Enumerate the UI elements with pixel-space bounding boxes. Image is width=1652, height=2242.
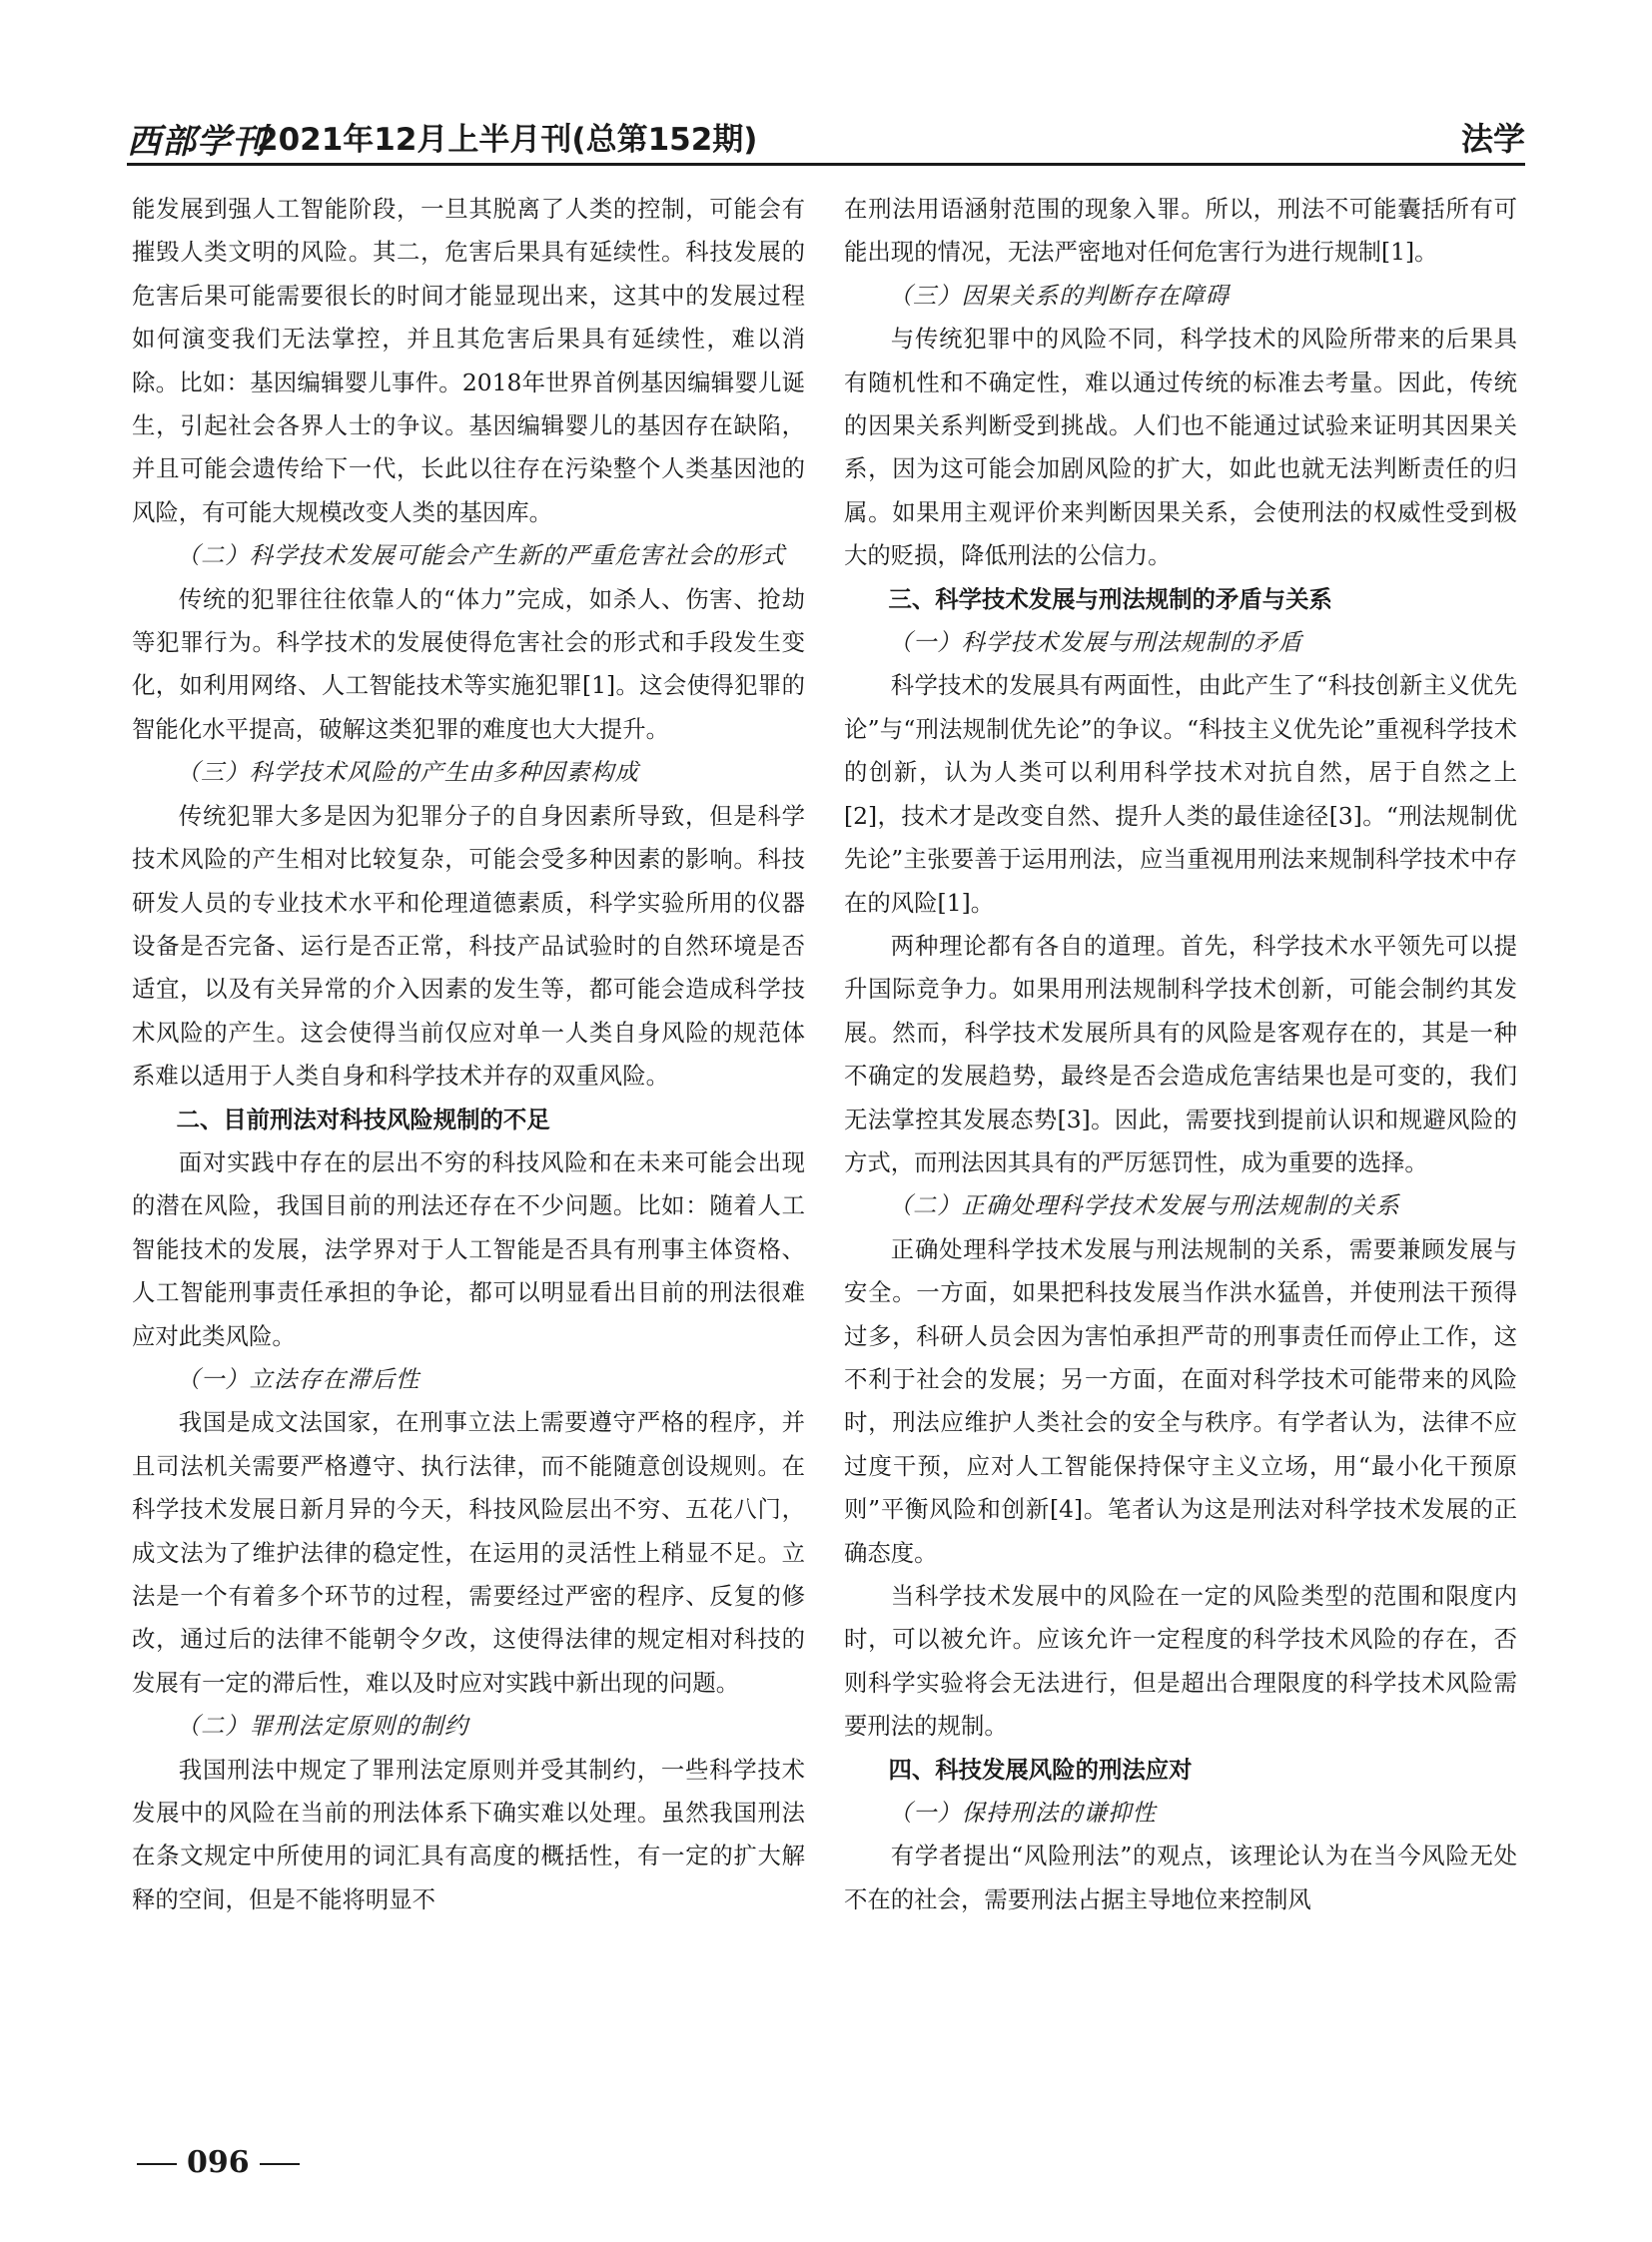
paragraph: 我国刑法中规定了罪刑法定原则并受其制约，一些科学技术发展中的风险在当前的刑法体系下确实难以处理。虽然我国刑法在条文规定中所使用的词汇具有高度的概括性，有一定的扩大解释的空间，但是不能将明显不 xyxy=(132,1755,805,1913)
section-label: 法学 xyxy=(1460,120,1525,158)
section-heading: 二、目前刑法对科技风险规制的不足 xyxy=(176,1105,550,1133)
subsection-heading: （一）保持刑法的谦抑性 xyxy=(888,1799,1157,1828)
paragraph: 有学者提出“风险刑法”的观点，该理论认为在当今风险无处不在的社会，需要刑法占据主导地位来控制风 xyxy=(844,1842,1517,1913)
paragraph: 传统的犯罪往往依靠人的“体力”完成，如杀人、伤害、抢劫等犯罪行为。科学技术的发展使得危害社会的形式和手段发生变化，如利用网络、人工智能技术等实施犯罪[1]。这会使得犯罪的智能化水平提高，破解这类犯罪的难度也大大提升。 xyxy=(132,584,805,743)
subsection-heading: （三）因果关系的判断存在障碍 xyxy=(888,281,1230,310)
footer-dash-right xyxy=(260,2163,300,2165)
page-footer xyxy=(127,2145,310,2180)
subsection-heading: （一）科学技术发展与刑法规制的矛盾 xyxy=(888,628,1303,657)
paragraph: 与传统犯罪中的风险不同，科学技术的风险所带来的后果具有随机性和不确定性，难以通过传统的标准去考量。因此，传统的因果关系判断受到挑战。人们也不能通过试验来证明其因果关系，因为这可能会加剧风险的扩大，如此也就无法判断责任的归属。如果用主观评价来判断因果关系，会使刑法的权威性受到极大的贬损，降低刑法的公信力。 xyxy=(844,325,1517,570)
page-number: 096 xyxy=(187,2145,250,2180)
paragraph: 当科学技术发展中的风险在一定的风险类型的范围和限度内时，可以被允许。应该允许一定程度的科学技术风险的存在，否则科学实验将会无法进行，但是超出合理限度的科学技术风险需要刑法的规制。 xyxy=(844,1582,1517,1741)
subsection-heading: （二）科学技术发展可能会产生新的严重危害社会的形式 xyxy=(176,541,786,570)
header-divider xyxy=(127,163,1525,166)
issue-info: 2021年12月上半月刊(总第152期) xyxy=(257,122,758,158)
subsection-heading: （二）罪刑法定原则的制约 xyxy=(176,1712,469,1741)
paragraph: 科学技术的发展具有两面性，由此产生了“科技创新主义优先论”与“刑法规制优先论”的争议。“科技主义优先论”重视科学技术的创新，认为人类可以利用科学技术对抗自然，居于自然之上[2]，技术才是改变自然、提升人类的最佳途径[3]。“刑法规制优先论”主张要善于运用刑法，应当重视用刑法来规制科学技术中存在的风险[1]。 xyxy=(844,671,1517,917)
paragraph: 面对实践中存在的层出不穷的科技风险和在未来可能会出现的潜在风险，我国目前的刑法还存在不少问题。比如：随着人工智能技术的发展，法学界对于人工智能是否具有刑事主体资格、人工智能刑事责任承担的争论，都可以明显看出目前的刑法很难应对此类风险。 xyxy=(132,1147,805,1350)
paragraph: 两种理论都有各自的道理。首先，科学技术水平领先可以提升国际竞争力。如果用刑法规制科学技术创新，可能会制约其发展。然而，科学技术发展所具有的风险是客观存在的，其是一种不确定的发展趋势，最终是否会造成危害结果也是可变的，我们无法掌控其发展态势[3]。因此，需要找到提前认识和规避风险的方式，而刑法因其具有的严厉惩罚性，成为重要的选择。 xyxy=(844,931,1517,1176)
right-column xyxy=(844,188,1517,1921)
paragraph: 正确处理科学技术发展与刑法规制的关系，需要兼顾发展与安全。一方面，如果把科技发展当作洪水猛兽，并使刑法干预得过多，科研人员会因为害怕承担严苛的刑事责任而停止工作，这不利于社会的发展；另一方面，在面对科学技术可能带来的风险时，刑法应维护人类社会的安全与秩序。有学者认为，法律不应过度干预，应对人工智能保持保守主义立场，用“最小化干预原则”平衡风险和创新[4]。笔者认为这是刑法对科学技术发展的正确态度。 xyxy=(844,1234,1517,1567)
paragraph: 在刑法用语涵射范围的现象入罪。所以，刑法不可能囊括所有可能出现的情况，无法严密地对任何危害行为进行规制[1]。 xyxy=(844,195,1517,267)
left-column xyxy=(132,188,805,1921)
footer-dash-left xyxy=(137,2163,177,2165)
page-header xyxy=(127,106,1525,166)
subsection-heading: （三）科学技术风险的产生由多种因素构成 xyxy=(176,758,639,787)
section-heading: 三、科学技术发展与刑法规制的矛盾与关系 xyxy=(888,584,1332,613)
paragraph: 我国是成文法国家，在刑事立法上需要遵守严格的程序，并且司法机关需要严格遵守、执行法律，而不能随意创设规则。在科学技术发展日新月异的今天，科技风险层出不穷、五花八门，成文法为了维护法律的稳定性，在运用的灵活性上稍显不足。立法是一个有着多个环节的过程，需要经过严密的程序、反复的修改，通过后的法律不能朝令夕改，这使得法律的规定相对科技的发展有一定的滞后性，难以及时应对实践中新出现的问题。 xyxy=(132,1408,805,1697)
paragraph: 能发展到强人工智能阶段，一旦其脱离了人类的控制，可能会有摧毁人类文明的风险。其二，危害后果具有延续性。科技发展的危害后果可能需要很长的时间才能显现出来，这其中的发展过程如何演变我们无法掌控，并且其危害后果具有延续性，难以消除。比如：基因编辑婴儿事件。2018年世界首例基因编辑婴儿诞生，引起社会各界人士的争议。基因编辑婴儿的基因存在缺陷，并且可能会遗传给下一代，长此以往存在污染整个人类基因池的风险，有可能大规模改变人类的基因库。 xyxy=(132,195,805,526)
paragraph: 传统犯罪大多是因为犯罪分子的自身因素所导致，但是科学技术风险的产生相对比较复杂，可能会受多种因素的影响。科技研发人员的专业技术水平和伦理道德素质，科学实验所用的仪器设备是否完备、运行是否正常，科技产品试验时的自然环境是否适宜，以及有关异常的介入因素的发生等，都可能会造成科学技术风险的产生。这会使得当前仅应对单一人类自身风险的规范体系难以适用于人类自身和科学技术并存的双重风险。 xyxy=(132,801,805,1091)
subsection-heading: （一）立法存在滞后性 xyxy=(176,1364,420,1393)
journal-logo: 西部学刊 xyxy=(127,122,267,162)
subsection-heading: （二）正确处理科学技术发展与刑法规制的关系 xyxy=(888,1191,1400,1220)
section-heading: 四、科技发展风险的刑法应对 xyxy=(888,1755,1193,1784)
